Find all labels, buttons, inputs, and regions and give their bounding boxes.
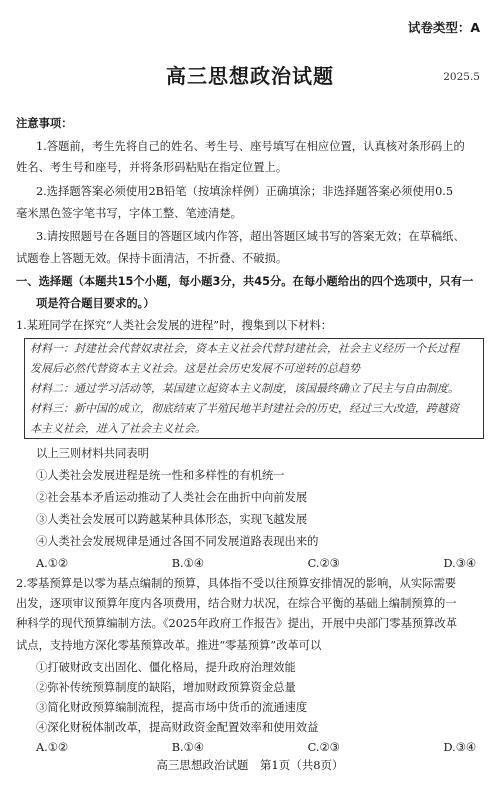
q1-option-b: B.①④ bbox=[171, 557, 204, 570]
q2-option-d: D.③④ bbox=[443, 741, 476, 754]
q1-option-c: C.②③ bbox=[307, 557, 340, 570]
section-heading: 一、选择题（本题共15个小题，每小题3分，共45分。在每小题给出的四个选项中，只有一 bbox=[16, 275, 474, 288]
q1-options bbox=[36, 558, 476, 569]
exam-date: 2025.5 bbox=[443, 71, 480, 83]
notes-line: 2.选择题答案必须使用2B铅笔（按填涂样例）正确填涂；非选择题答案必须使用0.5 bbox=[36, 185, 454, 198]
q1-prompt: 以上三则材料共同表明 bbox=[36, 447, 149, 460]
material-line: 发展后必然代替资本主义社会。这是社会历史发展不可逆转的总趋势 bbox=[30, 362, 360, 375]
material-line: 材料二：通过学习活动等，某国建立起资本主义制度，该国最终确立了民主与自由制度。 bbox=[30, 382, 459, 395]
q2-stem-line: 种科学的现代预算编制方法。《2025年政府工作报告》提出，开展中央部门零基预算改革 bbox=[16, 617, 458, 630]
q2-choice: ③简化财政预算编制流程，提高市场中货币的流通速度 bbox=[36, 701, 308, 714]
notes-line: 试题卷上答题无效。保持卡面清洁，不折叠、不破损。 bbox=[16, 252, 288, 265]
exam-title: 高三思想政治试题 bbox=[166, 64, 334, 88]
notes-heading: 注意事项： bbox=[16, 117, 73, 130]
paper-type-label: 试卷类型：A bbox=[407, 20, 480, 35]
q2-option-c: C.②③ bbox=[307, 741, 340, 754]
material-line: 本主义社会，进入了社会主义社会。 bbox=[30, 422, 206, 435]
q2-stem-line: 试点，支持地方深化零基预算改革。推进“零基预算”改革可以 bbox=[16, 639, 322, 652]
q1-choice: ②社会基本矛盾运动推动了人类社会在曲折中向前发展 bbox=[36, 491, 308, 504]
q1-choice: ③人类社会发展可以跨越某种具体形态，实现飞越发展 bbox=[36, 513, 308, 526]
notes-line: 1.答题前，考生先将自己的姓名、考生号、座号填写在相应位置，认真核对条形码上的 bbox=[36, 140, 465, 153]
q2-stem-line: 出发，逐项审议预算年度内各项费用，结合财力状况，在综合平衡的基础上编制预算的一 bbox=[16, 597, 457, 610]
q1-choice: ④人类社会发展规律是通过各国不同发展道路表现出来的 bbox=[36, 535, 319, 548]
section-heading-cont: 项是符合题目要求的。） bbox=[36, 297, 155, 310]
notes-line: 3.请按照题号在各题目的答题区域内作答，超出答题区域书写的答案无效；在草稿纸、 bbox=[36, 230, 465, 243]
material-line: 材料一：封建社会代替奴隶社会，资本主义社会代替封建社会，社会主义经历一个长过程 bbox=[30, 342, 459, 355]
q1-stem: 1.某班同学在探究“人类社会发展的进程”时，搜集到以下材料： bbox=[16, 319, 333, 332]
notes-line: 姓名、考生号和座号，并将条形码粘贴在指定位置上。 bbox=[16, 161, 288, 174]
material-line: 材料三：新中国的成立，彻底结束了半殖民地半封建社会的历史，经过三大改造，跨越资 bbox=[30, 402, 459, 415]
q2-option-a: A.①② bbox=[36, 741, 69, 754]
q1-option-a: A.①② bbox=[36, 557, 69, 570]
notes-line: 毫米黑色签字笔书写，字体工整、笔迹清楚。 bbox=[16, 207, 242, 220]
page-footer: 高三思想政治试题 第1页（共8页） bbox=[156, 758, 344, 772]
q2-stem-line: 2.零基预算是以零为基点编制的预算，具体指不受以往预算安排情况的影响，从实际需要 bbox=[16, 577, 457, 590]
q1-choice: ①人类社会发展进程是统一性和多样性的有机统一 bbox=[36, 469, 285, 482]
q2-choice: ①打破财政支出固化、僵化格局，提升政府治理效能 bbox=[36, 661, 296, 674]
q2-options-row bbox=[36, 742, 476, 753]
q1-option-d: D.③④ bbox=[443, 557, 476, 570]
q2-choice: ②弥补传统预算制度的缺陷，增加财政预算资金总量 bbox=[36, 681, 296, 694]
q2-choice: ④深化财税体制改革，提高财政资金配置效率和使用效益 bbox=[36, 721, 319, 734]
q2-option-b: B.①④ bbox=[171, 741, 204, 754]
